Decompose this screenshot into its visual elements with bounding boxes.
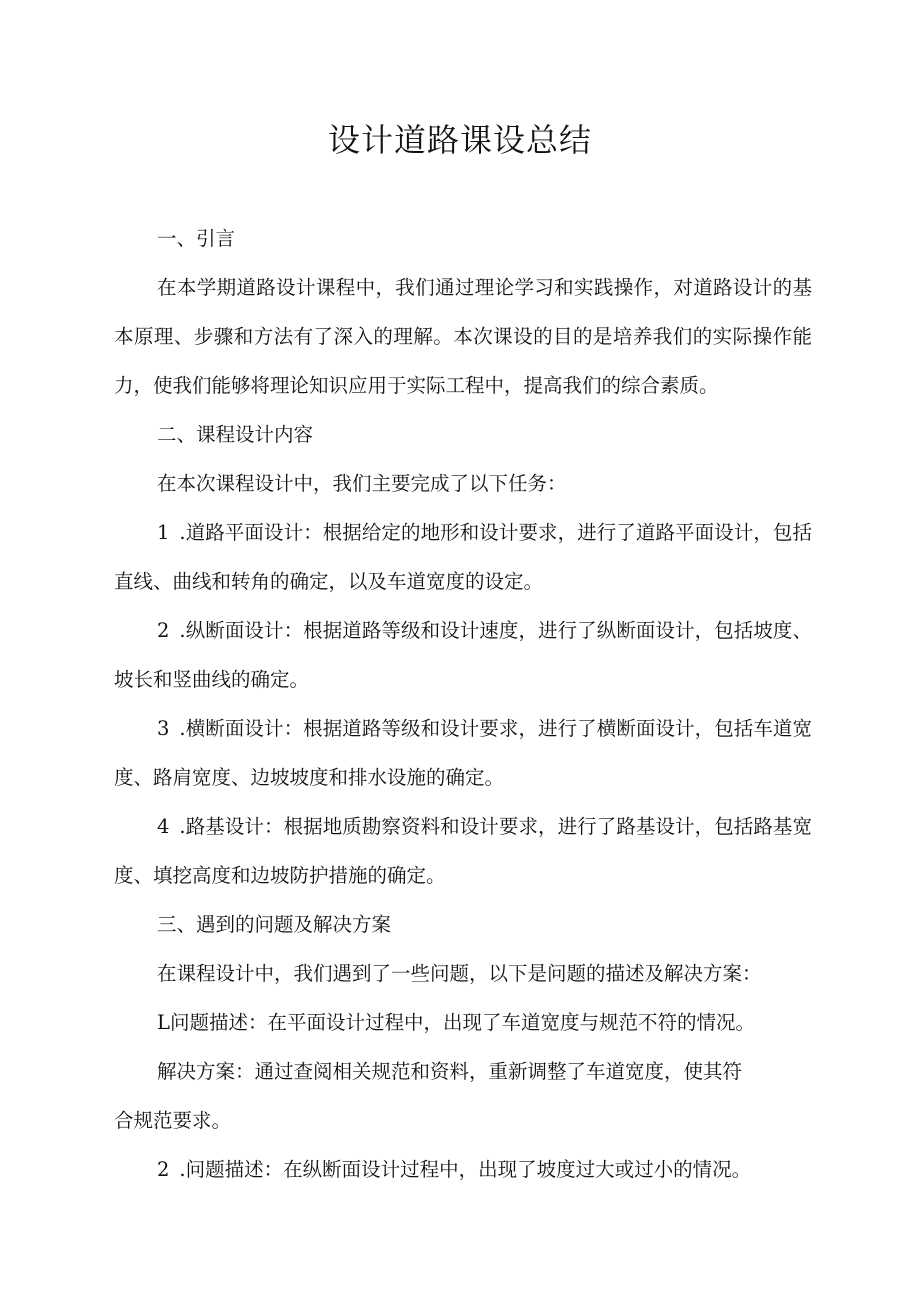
solution-item-1 — [114, 1047, 812, 1096]
list-item-task-2 — [114, 606, 812, 704]
paragraph-text: 合规范要求。 — [114, 1109, 232, 1132]
list-item-text: .问题描述：在纵断面设计过程中，出现了坡度过大或过小的情况。 — [179, 1158, 752, 1181]
paragraph-text: 在本学期道路设计课程中，我们通过理论学习和实践操作，对道路设计的基本原理、步骤和方法有了深入的理解。本次课设的目的是培养我们的实际操作能力，使我们能够将理论知识应用于实际工程中，提高我们的综合素质。 — [114, 276, 812, 397]
paragraph-text: 解决方案：通过查阅相关规范和资料，重新调整了车道宽度，使其符 — [157, 1060, 743, 1083]
list-item-task-3 — [114, 704, 812, 802]
problem-item-1 — [114, 998, 812, 1047]
list-item-text: .道路平面设计：根据给定的地形和设计要求，进行了道路平面设计，包括直线、曲线和转角的确定，以及车道宽度的设定。 — [114, 521, 812, 593]
list-item-task-1 — [114, 508, 812, 606]
list-item-text: .纵断面设计：根据道路等级和设计速度，进行了纵断面设计，包括坡度、坡长和竖曲线的确定。 — [114, 619, 812, 691]
document-title: 设计道路课设总结 — [327, 121, 592, 159]
problem-item-2 — [114, 1145, 812, 1194]
introduction-paragraph — [114, 263, 812, 410]
section-heading-course-content — [114, 410, 812, 459]
heading-text: 三、遇到的问题及解决方案 — [157, 913, 392, 936]
list-item-task-4 — [114, 802, 812, 900]
section-heading-problems — [114, 900, 812, 949]
problems-intro — [114, 949, 812, 998]
heading-text: 二、课程设计内容 — [157, 423, 314, 446]
paragraph-text: 在课程设计中，我们遇到了一些问题，以下是问题的描述及解决方案： — [157, 962, 762, 985]
heading-text: 一、引言 — [157, 227, 236, 250]
list-item-text: L问题描述：在平面设计过程中，出现了车道宽度与规范不符的情况。 — [157, 1011, 755, 1034]
list-number: 2 — [157, 619, 170, 642]
solution-item-1-continued — [114, 1096, 812, 1145]
paragraph-text: 在本次课程设计中，我们主要完成了以下任务： — [157, 472, 567, 495]
list-number: 1 — [157, 521, 170, 544]
list-item-text: .横断面设计：根据道路等级和设计要求，进行了横断面设计，包括车道宽度、路肩宽度、边坡坡度和排水设施的确定。 — [114, 717, 812, 789]
course-content-intro — [114, 459, 812, 508]
document-body — [114, 214, 812, 1194]
list-number: 4 — [157, 815, 170, 838]
section-heading-introduction — [114, 214, 812, 263]
list-number: 3 — [157, 717, 170, 740]
list-number: 2 — [157, 1158, 170, 1181]
list-item-text: .路基设计：根据地质勘察资料和设计要求，进行了路基设计，包括路基宽度、填挖高度和边坡防护措施的确定。 — [114, 815, 812, 887]
